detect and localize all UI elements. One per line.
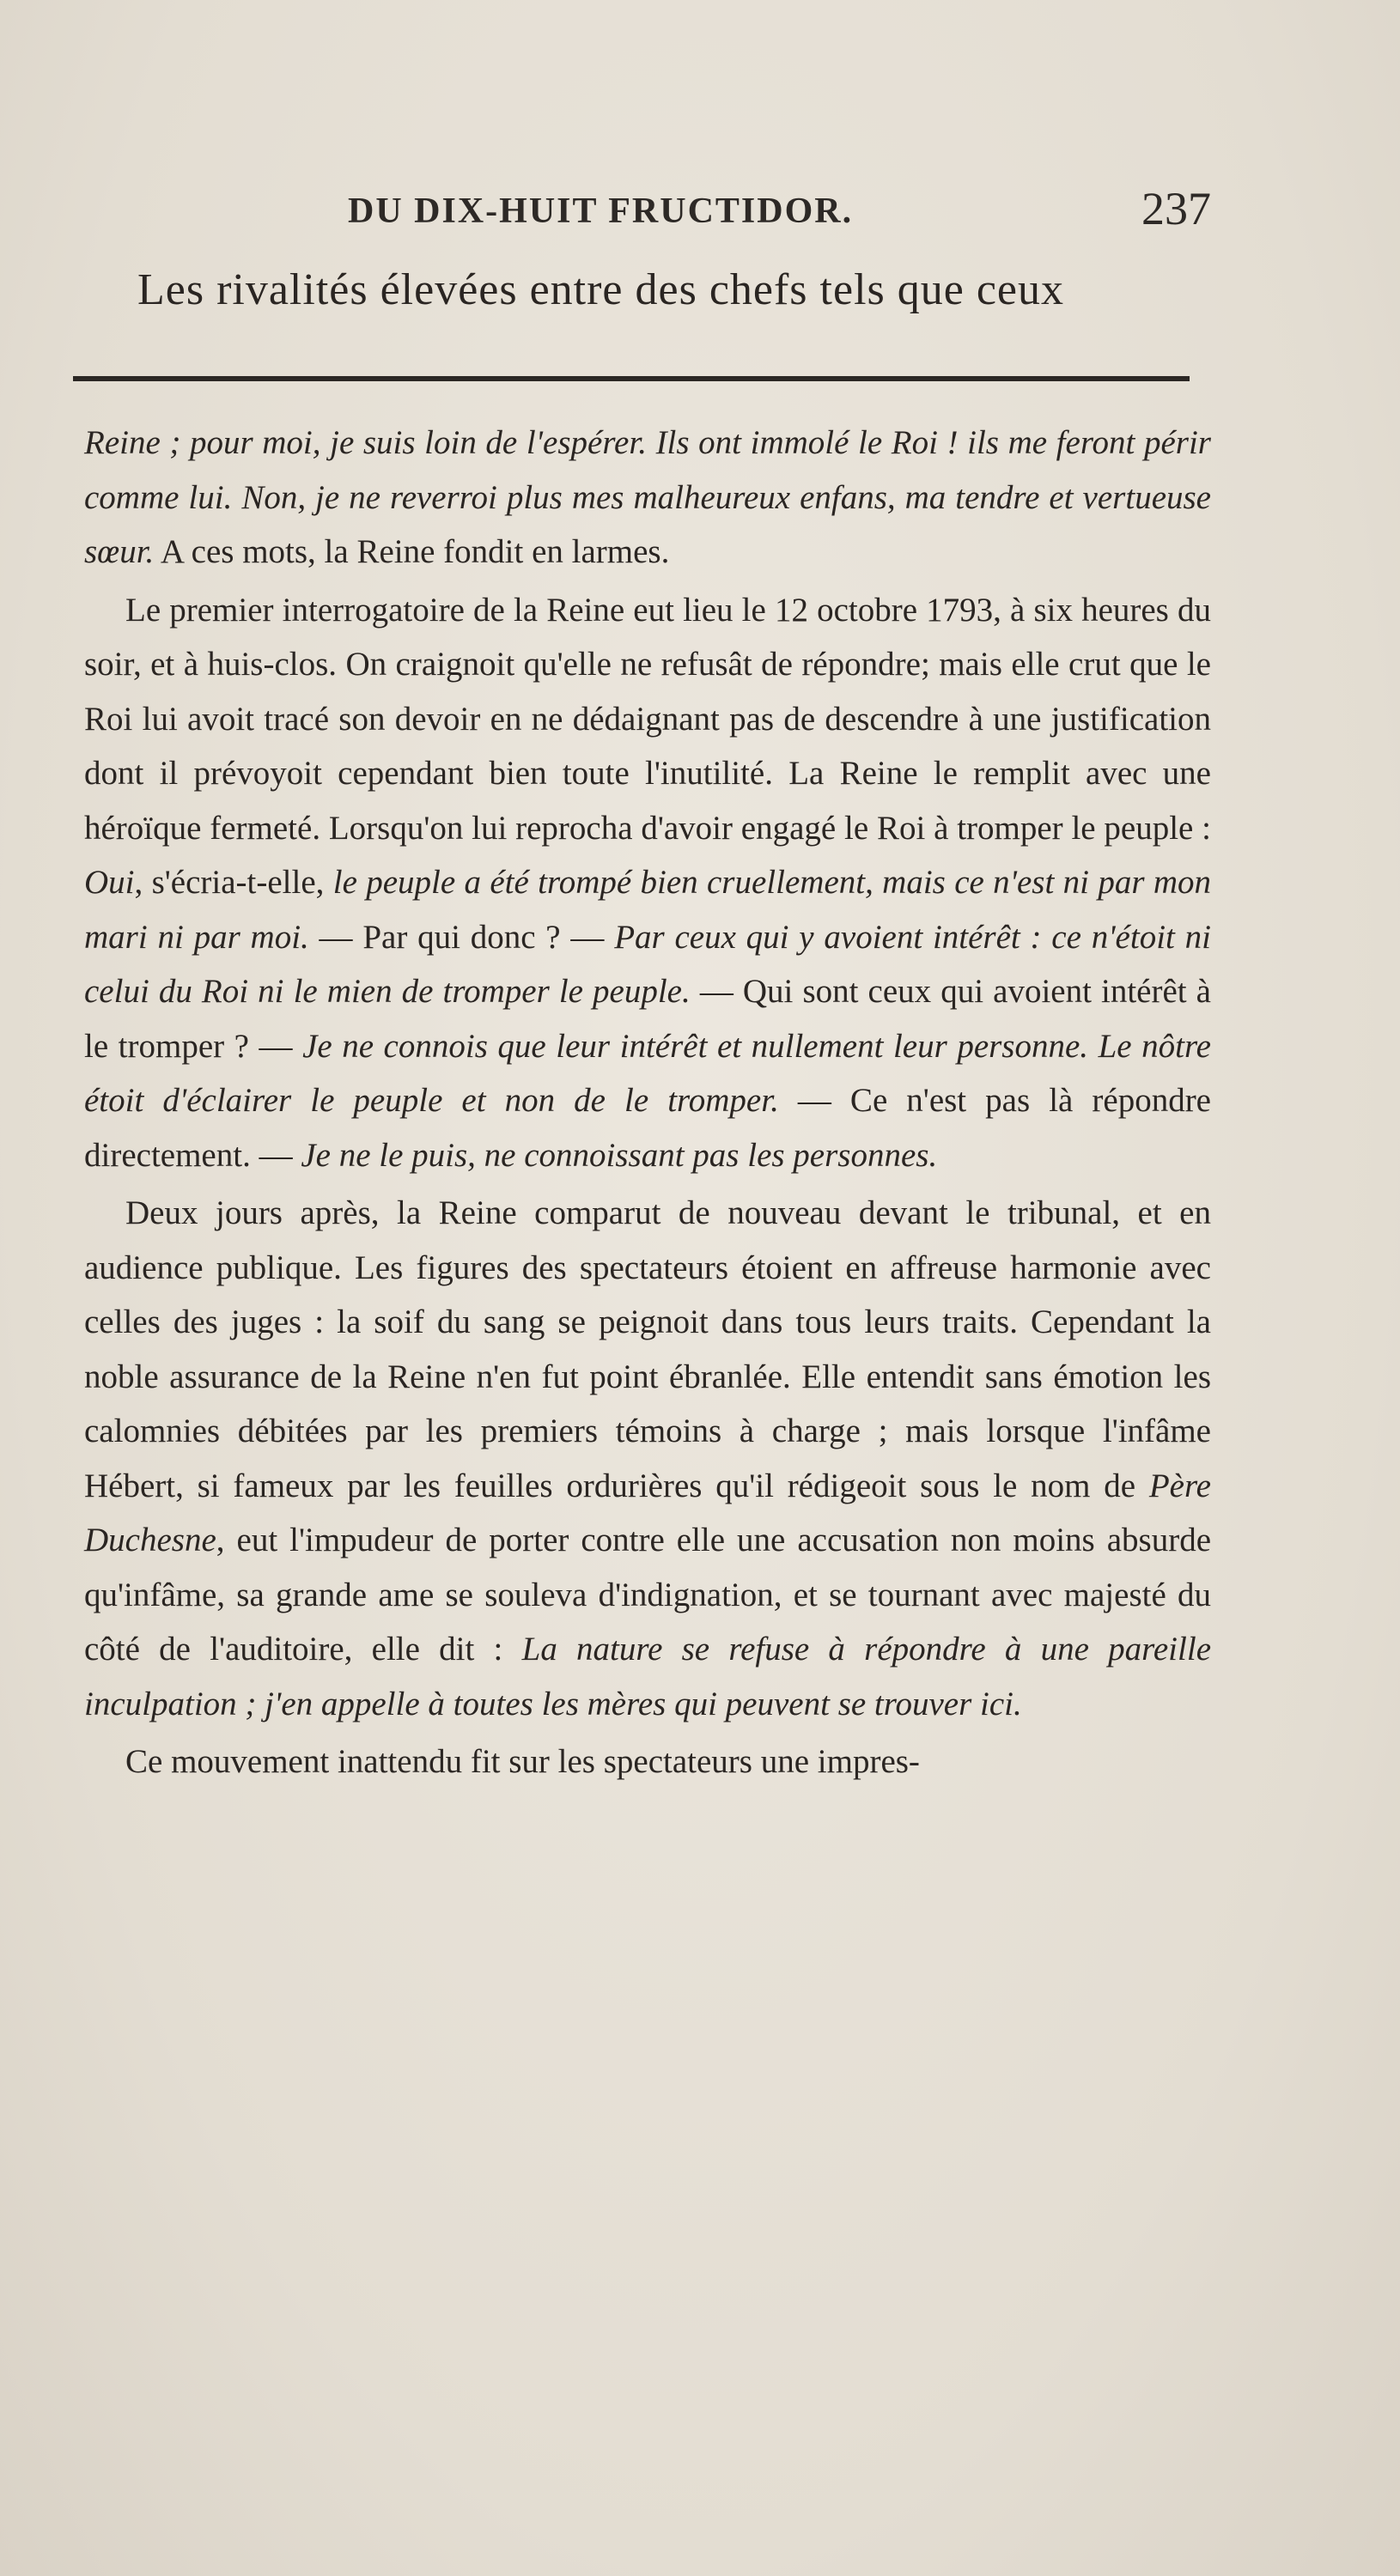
text-run: — Par qui donc ? — <box>308 918 615 956</box>
italic-text: Je ne le puis, ne connoissant pas les personnes. <box>301 1136 938 1174</box>
text-run: , s'écria-t-elle, <box>134 864 333 901</box>
page-number: 237 <box>1141 183 1211 234</box>
italic-text: Père Duchesne <box>84 1467 1211 1558</box>
italic-text: Par ceux qui y avoient intérêt : ce n'étoit ni celui du Roi ni le mien de tromper le peuple. <box>84 918 1211 1010</box>
italic-text: le peuple a été trompé bien cruellement, mais ce n'est ni par mon mari ni par moi. <box>84 864 1211 956</box>
text-run: Deux jours après, la Reine comparut de nouveau devant le tribunal, et en audience publique. Les figures des spectateurs étoient en affreuse harmonie avec celles des juges : la soif du sang se peignoit dans tous leurs traits. Cependant la noble assurance de la Reine n'en fut point ébranlée. Elle entendit sans émotion les calomnies débitées par les premiers témoins à charge ; mais lorsque l'infâme Hébert, si fameux par les feuilles ordurières qu'il rédigeoit sous le nom de <box>84 1194 1211 1504</box>
running-head: DU DIX-HUIT FRUCTIDOR. <box>348 191 854 231</box>
text-run: Ce mouvement inattendu fit sur les spectateurs une impres- <box>125 1743 920 1780</box>
paragraph <box>84 416 1211 580</box>
text-run: — Ce n'est pas là répondre directement. — <box>84 1082 1211 1174</box>
page-header <box>86 183 1211 242</box>
paragraph <box>84 583 1211 1183</box>
italic-text: Reine ; pour moi, je suis loin de l'espérer. Ils ont immolé le Roi ! ils me feront périr comme lui. Non, je ne reverroi plus mes malheureux enfans, ma tendre et vertueuse sœur. <box>84 424 1211 570</box>
text-run: Le premier interrogatoire de la Reine eut lieu le 12 octobre 1793, à six heures du soir, et à huis-clos. On craignoit qu'elle ne refusât de répondre; mais elle crut que le Roi lui avoit tracé son devoir en ne dédaignant pas de descendre à une justification dont il prévoyoit cependant bien toute l'inutilité. La Reine le remplit avec une héroïque fermeté. Lorsqu'on lui reprocha d'avoir engagé le Roi à tromper le peuple : <box>84 591 1211 847</box>
horizontal-rule <box>73 376 1190 381</box>
body-text <box>84 416 1211 1789</box>
text-run: , eut l'impudeur de porter contre elle une accusation non moins absurde qu'infâme, sa grande ame se souleva d'indignation, et se tournant avec majesté du côté de l'auditoire, elle dit : <box>84 1522 1211 1668</box>
paragraph <box>84 1186 1211 1731</box>
paragraph <box>84 1735 1211 1789</box>
italic-text: Je ne connois que leur intérêt et nullement leur personne. Le nôtre étoit d'éclairer le peuple et non de le tromper. <box>84 1027 1211 1119</box>
catchline: Les rivalités élevées entre des chefs tels que ceux <box>137 265 1064 314</box>
italic-text: La nature se refuse à répondre à une pareille inculpation ; j'en appelle à toutes les mères qui peuvent se trouver ici. <box>84 1631 1212 1722</box>
italic-text: Oui <box>84 864 135 901</box>
text-run: A ces mots, la Reine fondit en larmes. <box>154 533 670 570</box>
text-run: — Qui sont ceux qui avoient intérêt à le tromper ? — <box>84 973 1211 1065</box>
